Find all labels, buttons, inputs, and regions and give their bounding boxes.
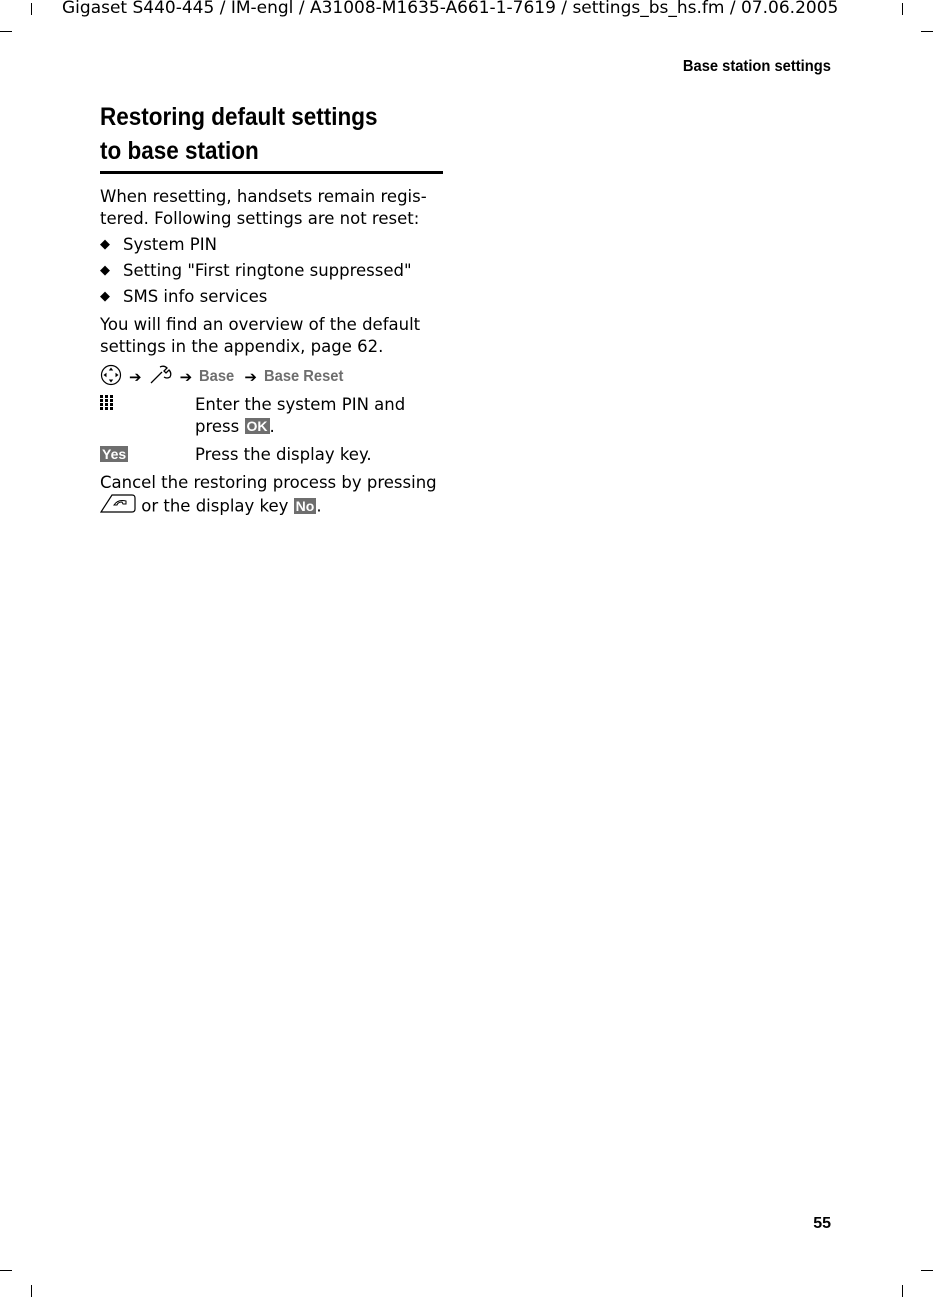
crop-mark [31, 1285, 32, 1297]
title-rule [100, 171, 443, 174]
crop-mark [902, 1285, 903, 1297]
step-suffix: . [269, 417, 275, 436]
cancel-paragraph [100, 472, 443, 520]
wrench-icon [149, 364, 173, 390]
page-title [100, 100, 409, 168]
crop-mark [921, 1270, 933, 1271]
end-call-key-icon [100, 494, 136, 520]
ok-softkey: OK [246, 418, 268, 434]
cancel-suffix: . [316, 496, 322, 516]
title-line-1: Restoring default settings [100, 103, 378, 131]
crop-mark [0, 31, 12, 32]
list-item-text: System PIN [123, 235, 217, 254]
cancel-text-1: Cancel the restoring process by pressing [100, 473, 437, 492]
list-item [100, 260, 443, 282]
step-text: Enter the system PIN and press [195, 395, 406, 436]
crop-mark [902, 3, 903, 15]
step-enter-pin [100, 394, 443, 438]
cancel-text-2: or the display key [141, 496, 289, 516]
keypad-icon [100, 395, 114, 417]
diamond-bullet-icon: ◆ [100, 237, 110, 252]
diamond-bullet-icon: ◆ [100, 263, 110, 278]
intro-paragraph: When resetting, handsets remain regis-tered. Following settings are not reset: [100, 187, 427, 228]
title-line-2: to base station [100, 137, 259, 165]
list-item-text: SMS info services [123, 287, 268, 306]
no-softkey: No [295, 497, 315, 514]
page-number: 55 [813, 1215, 831, 1232]
crop-mark [0, 1270, 12, 1271]
list-item [100, 234, 443, 256]
menu-item-base-reset: Base Reset [263, 368, 344, 385]
step-key [100, 444, 195, 466]
path-arrow-icon: ➔ [179, 368, 193, 386]
step-description [195, 394, 443, 438]
crop-mark [921, 31, 933, 32]
diamond-bullet-icon: ◆ [100, 289, 110, 304]
step-key [100, 394, 195, 438]
section-header: Base station settings [682, 58, 831, 75]
menu-item-base: Base [199, 368, 235, 385]
control-key-icon [100, 364, 122, 390]
list-item [100, 286, 443, 308]
menu-path [100, 366, 443, 388]
document-info-header: Gigaset S440-445 / IM-engl / A31008-M1635-A661-1-7619 / settings_bs_hs.fm / 07.06.2005 [62, 0, 839, 18]
bullet-list [100, 234, 443, 308]
path-arrow-icon: ➔ [244, 368, 257, 386]
yes-softkey: Yes [102, 446, 127, 462]
list-item-text: Setting "First ringtone suppressed" [123, 261, 412, 280]
step-description: Press the display key. [195, 445, 372, 464]
path-arrow-icon: ➔ [129, 368, 142, 386]
step-confirm [100, 444, 443, 466]
overview-paragraph: You will find an overview of the default settings in the appendix, page 62. [100, 315, 421, 356]
content-column [100, 100, 443, 520]
crop-mark [31, 3, 32, 15]
